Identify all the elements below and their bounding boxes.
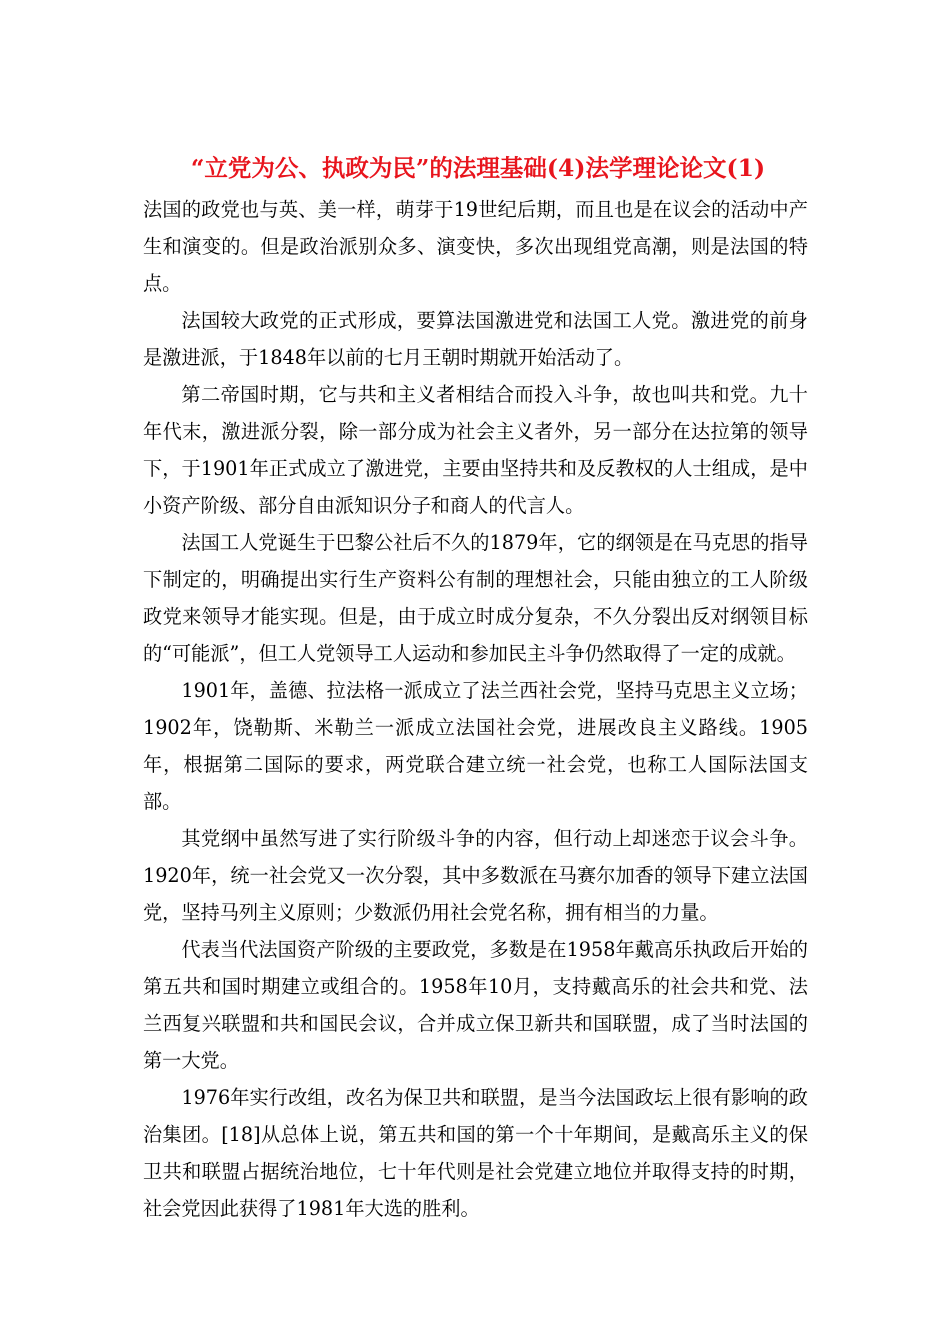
- document-body: [143, 191, 808, 1227]
- paragraph-4: 法国工人党诞生于巴黎公社后不久的1879年，它的纲领是在马克思的指导下制定的，明确提出实行生产资料公有制的理想社会，只能由独立的工人阶级政党来领导才能实现。但是，由于成立时成分复杂，不久分裂出反对纲领目标的“可能派”，但工人党领导工人运动和参加民主斗争仍然取得了一定的成就。: [143, 531, 808, 665]
- paragraph-7: 代表当代法国资产阶级的主要政党，多数是在1958年戴高乐执政后开始的第五共和国时期建立或组合的。1958年10月，支持戴高乐的社会共和党、法兰西复兴联盟和共和国民会议，合并成立保卫新共和国联盟，成了当时法国的第一大党。: [143, 938, 808, 1072]
- paragraph-3: 第二帝国时期，它与共和主义者相结合而投入斗争，故也叫共和党。九十年代末，激进派分裂，除一部分成为社会主义者外，另一部分在达拉第的领导下，于1901年正式成立了激进党，主要由坚持共和及反教权的人士组成，是中小资产阶级、部分自由派知识分子和商人的代言人。: [143, 383, 808, 517]
- paragraph-1: 法国的政党也与英、美一样，萌芽于19世纪后期，而且也是在议会的活动中产生和演变的。但是政治派别众多、演变快，多次出现组党高潮，则是法国的特点。: [143, 198, 808, 295]
- document-title: “立党为公、执政为民”的法理基础(4)法学理论论文(1): [190, 154, 766, 182]
- paragraph-2: 法国较大政党的正式形成，要算法国激进党和法国工人党。激进党的前身是激进派，于1848年以前的七月王朝时期就开始活动了。: [143, 309, 808, 369]
- paragraph-6: 其党纲中虽然写进了实行阶级斗争的内容，但行动上却迷恋于议会斗争。1920年，统一社会党又一次分裂，其中多数派在马赛尔加香的领导下建立法国党，坚持马列主义原则；少数派仍用社会党名称，拥有相当的力量。: [143, 827, 808, 924]
- paragraph-5: 1901年，盖德、拉法格一派成立了法兰西社会党，坚持马克思主义立场；1902年，饶勒斯、米勒兰一派成立法国社会党，进展改良主义路线。1905年，根据第二国际的要求，两党联合建立统一社会党，也称工人国际法国支部。: [143, 679, 808, 813]
- paragraph-8: 1976年实行改组，改名为保卫共和联盟，是当今法国政坛上很有影响的政治集团。[18]从总体上说，第五共和国的第一个十年期间，是戴高乐主义的保卫共和联盟占据统治地位，七十年代则是社会党建立地位并取得支持的时期，社会党因此获得了1981年大选的胜利。: [143, 1086, 808, 1220]
